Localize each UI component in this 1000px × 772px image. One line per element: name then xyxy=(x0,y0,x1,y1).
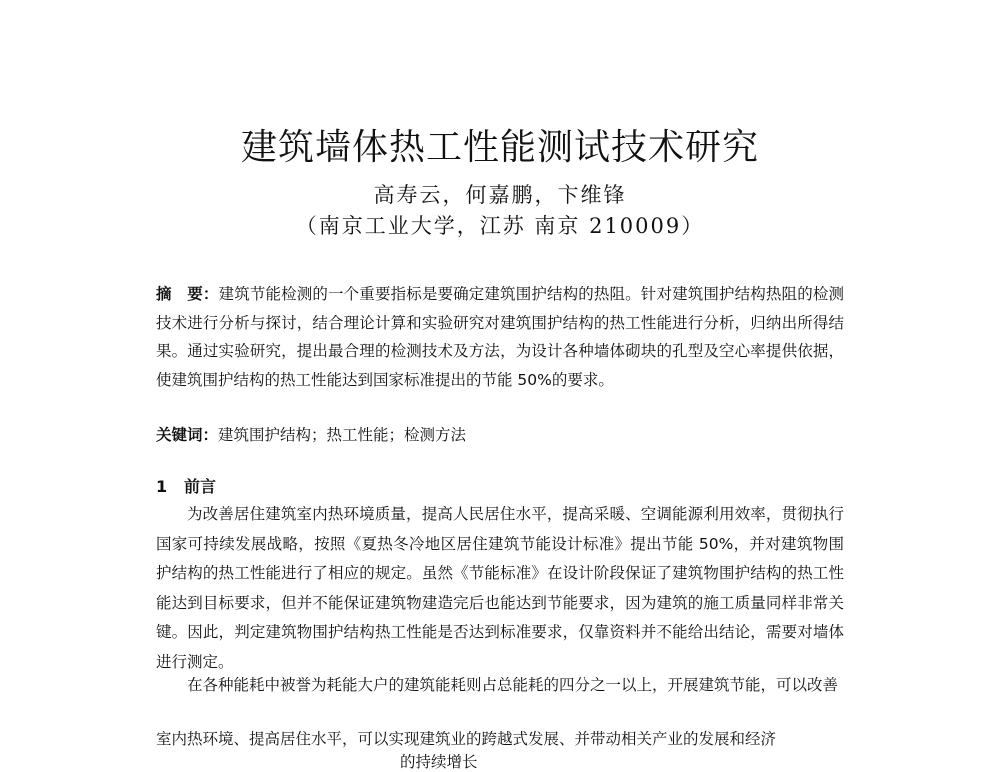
author-list: 高寿云，何嘉鹏，卞维锋 xyxy=(373,183,627,207)
body-paragraph-3: 室内热环境、提高居住水平，可以实现建筑业的跨越式发展、并带动相关产业的发展和经济 xyxy=(156,730,777,748)
keywords-label: 关键词： xyxy=(156,426,219,444)
abstract xyxy=(156,280,844,394)
keywords-text: 建筑围护结构；热工性能；检测方法 xyxy=(218,426,467,444)
body-paragraph-1: 为改善居住建筑室内热环境质量，提高人民居住水平，提高采暖、空调能源利用效率，贯彻执行国家可持续发展战略，按照《夏热冬冷地区居住建筑节能设计标准》提出节能 50%，并对建筑物围护结构的热工性能进行了相应的规定。虽然《节能标准》在设计阶段保证了建筑物围护结构的热工性能达到目标要求，但并不能保证建筑物建造完后也能达到节能要求，因为建筑的施工质量同样非常关键。因此，判定建筑物围护结构热工性能是否达到标准要求，仅靠资料并不能给出结论，需要对墙体进行测定。 xyxy=(156,505,844,671)
section-number: 1 xyxy=(156,477,168,496)
paper-title: 建筑墙体热工性能测试技术研究 xyxy=(240,127,759,168)
abstract-text: 建筑节能检测的一个重要指标是要确定建筑围护结构的热阻。针对建筑围护结构热阻的检测技术进行分析与探讨，结合理论计算和实验研究对建筑围护结构的热工性能进行分析，归纳出所得结果。通过实验研究，提出最合理的检测技术及方法，为设计各种墙体砌块的孔型及空心率提供依据，使建筑围护结构的热工性能达到国家标准提出的节能 50%的要求。 xyxy=(156,285,844,389)
abstract-label: 摘 要： xyxy=(156,285,219,303)
body-paragraph-2: 在各种能耗中被誉为耗能大户的建筑能耗则占总能耗的四分之一以上，开展建筑节能，可以改善 xyxy=(187,676,839,694)
author-affiliation: （南京工业大学，江苏 南京 210009） xyxy=(295,214,705,238)
section-heading xyxy=(156,474,216,500)
body-paragraph-3-continuation: 的持续增长 xyxy=(400,753,478,771)
keywords xyxy=(156,421,844,449)
section-title: 前言 xyxy=(184,477,217,496)
